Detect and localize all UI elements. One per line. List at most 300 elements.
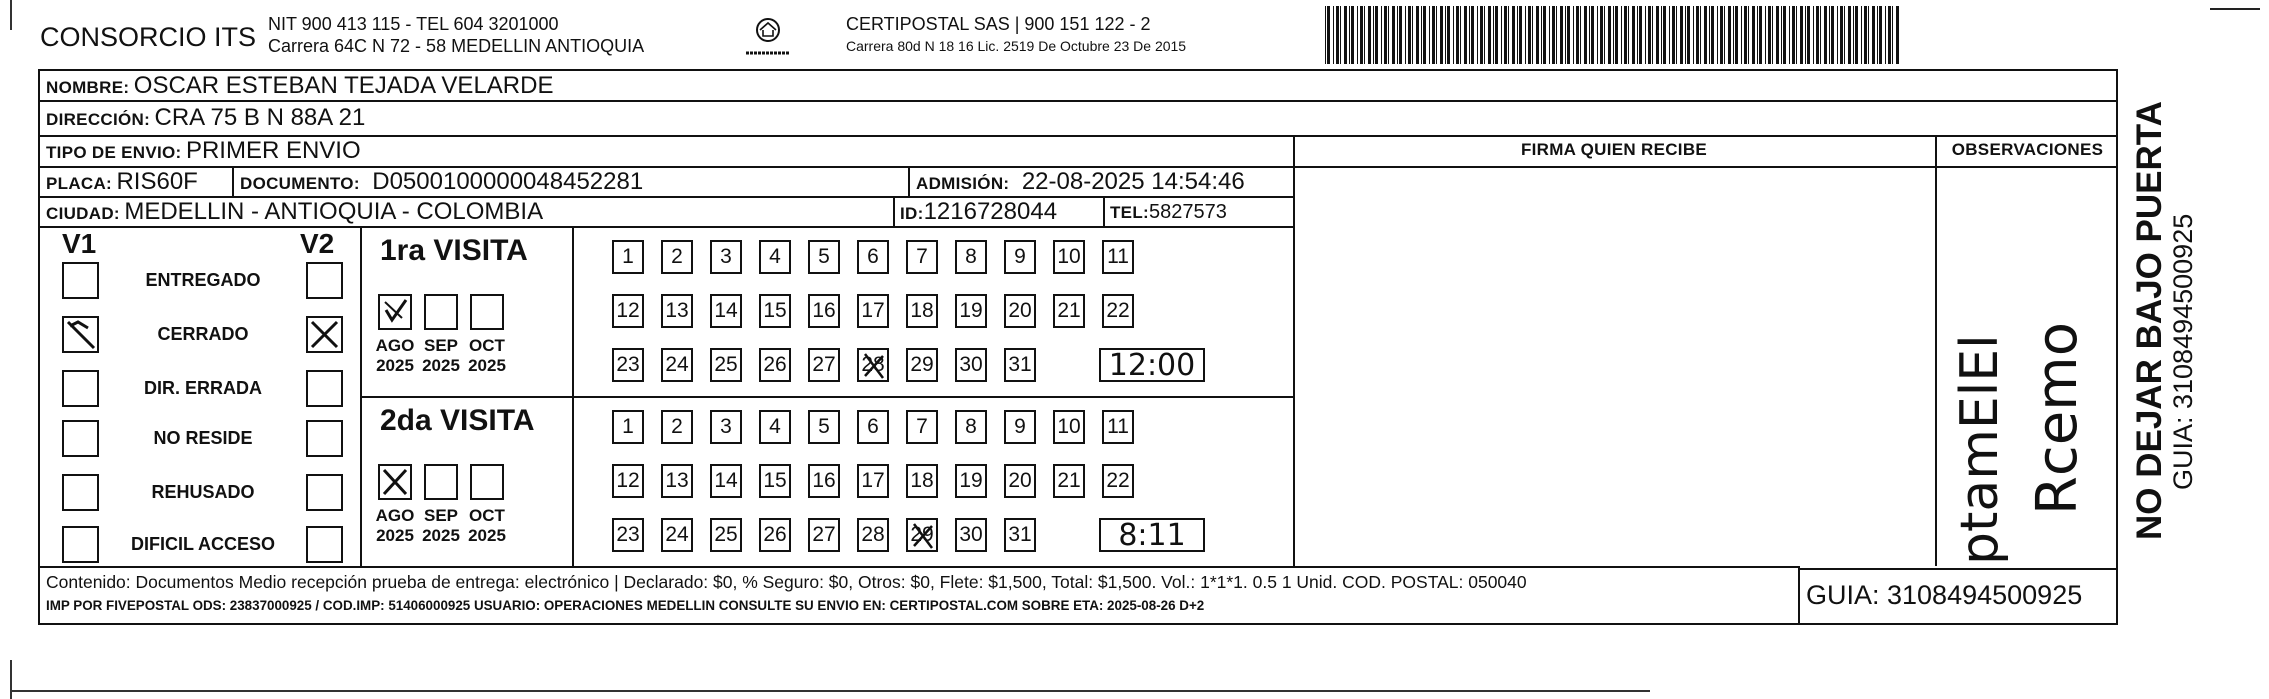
- ciudad-cell: [46, 198, 543, 226]
- barcode-bar: [1456, 6, 1459, 64]
- day-box[interactable]: [710, 464, 742, 498]
- col-line: [1935, 135, 1937, 566]
- month-checkbox[interactable]: [470, 464, 504, 500]
- day-box[interactable]: [710, 518, 742, 552]
- day-box[interactable]: [661, 518, 693, 552]
- day-box[interactable]: [955, 240, 987, 274]
- day-box[interactable]: [1102, 294, 1134, 328]
- day-box[interactable]: [906, 294, 938, 328]
- day-number: 20: [1008, 299, 1032, 322]
- barcode-bar: [1408, 6, 1411, 64]
- barcode-bar: [1405, 6, 1406, 64]
- status-label: NO RESIDE: [153, 428, 253, 448]
- barcode-bar: [1864, 6, 1867, 64]
- status-v2-checkbox[interactable]: [306, 526, 343, 563]
- day-box[interactable]: [808, 240, 840, 274]
- status-v1-checkbox[interactable]: [62, 420, 99, 457]
- barcode-bar: [1648, 6, 1651, 64]
- col-line: [1103, 196, 1105, 226]
- tipo-label: TIPO DE ENVIO:: [46, 143, 182, 162]
- day-box[interactable]: [1102, 410, 1134, 444]
- barcode-bar: [1733, 6, 1734, 64]
- barcode-bar: [1837, 6, 1838, 64]
- ciudad-value: MEDELLIN - ANTIOQUIA - COLOMBIA: [124, 198, 544, 225]
- day-box[interactable]: [808, 294, 840, 328]
- barcode-bar: [1423, 6, 1426, 64]
- day-box[interactable]: [955, 518, 987, 552]
- month-checkbox[interactable]: [378, 464, 412, 500]
- barcode-bar: [1805, 6, 1806, 64]
- barcode-bar: [1384, 6, 1387, 64]
- scan-edge-left: [10, 0, 12, 30]
- day-box[interactable]: [906, 464, 938, 498]
- day-box[interactable]: [759, 410, 791, 444]
- nombre-label: NOMBRE:: [46, 78, 130, 97]
- day-box[interactable]: [1053, 240, 1085, 274]
- month-year: 2025: [422, 526, 460, 545]
- barcode: [1325, 6, 1905, 64]
- barcode-bar: [1765, 6, 1766, 64]
- status-v2-checkbox[interactable]: [306, 420, 343, 457]
- barcode-bar: [1744, 6, 1747, 64]
- barcode-bar: [1445, 6, 1446, 64]
- day-box[interactable]: [661, 240, 693, 274]
- barcode-bar: [1700, 6, 1701, 64]
- day-box[interactable]: [759, 240, 791, 274]
- day-number: 19: [959, 469, 983, 492]
- ciudad-label: CIUDAD:: [46, 204, 120, 223]
- barcode-bar: [1680, 6, 1683, 64]
- barcode-bar: [1877, 6, 1878, 64]
- barcode-bar: [1440, 6, 1443, 64]
- firma-label: FIRMA QUIEN RECIBE: [1520, 140, 1708, 159]
- barcode-bar: [1748, 6, 1749, 64]
- barcode-bar: [1495, 6, 1498, 64]
- barcode-bar: [1484, 6, 1485, 64]
- scan-edge-left-bottom: [10, 660, 12, 699]
- day-number: 30: [959, 523, 983, 546]
- month-label: [416, 336, 466, 376]
- month-checkbox[interactable]: [470, 294, 504, 330]
- barcode-bar: [1752, 6, 1755, 64]
- col-line: [1798, 566, 1800, 625]
- signature-area[interactable]: [1296, 169, 1934, 565]
- month-year: 2025: [376, 526, 414, 545]
- barcode-bar: [1861, 6, 1862, 64]
- barcode-bar: [1325, 6, 1326, 64]
- footer-impresion: IMP POR FIVEPOSTAL ODS: 23837000925 / COD.IMP: 51406000925 USUARIO: OPERACIONES MEDELLIN CONSULTE SU ENVIO EN: CERTIPOSTAL.COM SOBRE ETA: 2025-08-26 D+2: [46, 598, 1205, 613]
- direccion-value: CRA 75 B N 88A 21: [154, 104, 366, 131]
- status-v1-checkbox[interactable]: [62, 526, 99, 563]
- barcode-bar: [1591, 6, 1594, 64]
- day-number: 22: [1106, 299, 1130, 322]
- barcode-bar: [1720, 6, 1723, 64]
- barcode-bar: [1580, 6, 1581, 64]
- barcode-bar: [1517, 6, 1518, 64]
- day-box[interactable]: [808, 410, 840, 444]
- barcode-bar: [1661, 6, 1662, 64]
- day-number: 21: [1057, 469, 1081, 492]
- barcode-bar: [1724, 6, 1725, 64]
- day-number: 31: [1008, 523, 1032, 546]
- status-v2-checkbox[interactable]: [306, 316, 343, 353]
- day-box[interactable]: [759, 464, 791, 498]
- barcode-bar: [1327, 6, 1330, 64]
- barcode-bar: [1560, 6, 1563, 64]
- barcode-bar: [1597, 6, 1598, 64]
- barcode-bar: [1504, 6, 1507, 64]
- barcode-bar: [1528, 6, 1531, 64]
- barcode-bar: [1615, 6, 1618, 64]
- day-number: 28: [861, 523, 885, 546]
- day-number: 23: [616, 523, 640, 546]
- barcode-bar: [1421, 6, 1422, 64]
- status-label: ENTREGADO: [145, 270, 261, 290]
- col-line: [893, 196, 895, 226]
- day-box[interactable]: [759, 348, 791, 382]
- day-number: 11: [1107, 415, 1129, 438]
- barcode-bar: [1453, 6, 1454, 64]
- id-cell: [900, 198, 1057, 226]
- day-box[interactable]: [857, 294, 889, 328]
- day-number: 6: [867, 245, 879, 268]
- barcode-bar: [1541, 6, 1542, 64]
- barcode-bar: [1685, 6, 1686, 64]
- day-box[interactable]: [955, 410, 987, 444]
- day-number: 1: [622, 245, 634, 268]
- observaciones-label: OBSERVACIONES: [1951, 140, 2104, 159]
- day-number: 23: [616, 353, 640, 376]
- barcode-bar: [1879, 6, 1882, 64]
- status-label: DIFICIL ACCESO: [130, 534, 275, 554]
- month-label: [416, 506, 466, 546]
- barcode-bar: [1687, 6, 1690, 64]
- barcode-bar: [1399, 6, 1402, 64]
- day-box[interactable]: [1053, 464, 1085, 498]
- day-number: 16: [812, 469, 836, 492]
- day-number: 11: [1107, 245, 1129, 268]
- month-year: 2025: [468, 356, 506, 375]
- day-box[interactable]: [857, 410, 889, 444]
- day-number: 8: [965, 245, 977, 268]
- month-checkbox[interactable]: [424, 464, 458, 500]
- day-box[interactable]: [612, 294, 644, 328]
- day-box[interactable]: [1102, 240, 1134, 274]
- status-label: DIR. ERRADA: [143, 378, 262, 398]
- barcode-bar: [1525, 6, 1526, 64]
- day-box[interactable]: [808, 518, 840, 552]
- day-number: 18: [910, 469, 934, 492]
- nombre-value: OSCAR ESTEBAN TEJADA VELARDE: [133, 72, 554, 99]
- direccion-label: DIRECCIÓN:: [46, 110, 151, 129]
- day-box[interactable]: [955, 464, 987, 498]
- row-line: [1798, 568, 2118, 570]
- day-box[interactable]: [1004, 294, 1036, 328]
- day-box[interactable]: [612, 518, 644, 552]
- status-v1-checkbox[interactable]: [62, 474, 99, 511]
- day-number: 9: [1014, 415, 1026, 438]
- barcode-bar: [1783, 6, 1786, 64]
- day-number: 12: [616, 469, 640, 492]
- barcode-bar: [1364, 6, 1365, 64]
- day-box[interactable]: [906, 410, 938, 444]
- day-box[interactable]: [955, 348, 987, 382]
- day-box[interactable]: [906, 518, 938, 552]
- day-box[interactable]: [808, 464, 840, 498]
- barcode-bar: [1844, 6, 1845, 64]
- barcode-bar: [1807, 6, 1810, 64]
- month-name: AGO: [375, 506, 415, 525]
- barcode-bar: [1704, 6, 1707, 64]
- observaciones-handwriting-1: ptamElEl: [1950, 334, 2010, 565]
- visit-title: 1ra VISITA: [380, 234, 528, 267]
- documento-cell: [240, 168, 643, 196]
- tipo-value: PRIMER ENVIO: [185, 137, 361, 164]
- barcode-bar: [1416, 6, 1419, 64]
- day-box[interactable]: [759, 294, 791, 328]
- day-number: 13: [665, 469, 689, 492]
- day-box[interactable]: [1004, 464, 1036, 498]
- barcode-bar: [1469, 6, 1470, 64]
- barcode-bar: [1892, 6, 1893, 64]
- barcode-bar: [1888, 6, 1891, 64]
- day-box[interactable]: [1004, 410, 1036, 444]
- barcode-bar: [1820, 6, 1821, 64]
- barcode-bar: [1600, 6, 1603, 64]
- barcode-bar: [1824, 6, 1827, 64]
- carrier-name: CERTIPOSTAL SAS | 900 151 122 - 2: [846, 14, 1151, 34]
- day-box[interactable]: [955, 294, 987, 328]
- month-name: SEP: [423, 336, 459, 355]
- day-number: 22: [1106, 469, 1130, 492]
- month-name: OCT: [469, 506, 505, 525]
- barcode-bar: [1576, 6, 1579, 64]
- day-number: 16: [812, 299, 836, 322]
- day-box[interactable]: [710, 240, 742, 274]
- day-number: 21: [1057, 299, 1081, 322]
- x-mark-icon: [308, 318, 341, 351]
- company-nit: NIT 900 413 115 - TEL 604 3201000: [268, 14, 559, 34]
- barcode-bar: [1645, 6, 1646, 64]
- v1-label: V1: [62, 228, 97, 259]
- day-box[interactable]: [906, 240, 938, 274]
- day-box[interactable]: [1053, 294, 1085, 328]
- day-box[interactable]: [906, 348, 938, 382]
- month-label: [462, 506, 512, 546]
- barcode-bar: [1632, 6, 1635, 64]
- day-box[interactable]: [857, 464, 889, 498]
- day-number: 3: [720, 245, 732, 268]
- status-v2-checkbox[interactable]: [306, 370, 343, 407]
- barcode-bar: [1340, 6, 1341, 64]
- barcode-bar: [1392, 6, 1395, 64]
- barcode-bar: [1565, 6, 1566, 64]
- day-box[interactable]: [612, 348, 644, 382]
- barcode-bar: [1508, 6, 1509, 64]
- visit-time-box[interactable]: [1099, 518, 1205, 552]
- barcode-bar: [1480, 6, 1483, 64]
- barcode-bar: [1519, 6, 1522, 64]
- barcode-bar: [1573, 6, 1574, 64]
- barcode-bar: [1360, 6, 1363, 64]
- day-box[interactable]: [612, 240, 644, 274]
- status-v1-checkbox[interactable]: [62, 370, 99, 407]
- day-box[interactable]: [1004, 348, 1036, 382]
- barcode-bar: [1757, 6, 1758, 64]
- barcode-bar: [1728, 6, 1731, 64]
- day-number: 12: [616, 299, 640, 322]
- id-label: ID:: [900, 204, 924, 223]
- day-box[interactable]: [710, 410, 742, 444]
- day-number: 26: [763, 523, 787, 546]
- barcode-bar: [1493, 6, 1494, 64]
- barcode-bar: [1676, 6, 1677, 64]
- row-line: [1293, 166, 2118, 168]
- day-number: 14: [714, 299, 738, 322]
- placa-cell: [46, 168, 198, 196]
- placa-label: PLACA:: [46, 174, 113, 193]
- status-v1-checkbox[interactable]: [62, 262, 99, 299]
- col-line: [232, 166, 234, 196]
- barcode-bar: [1552, 6, 1555, 64]
- month-year: 2025: [376, 356, 414, 375]
- day-number: 19: [959, 299, 983, 322]
- month-checkbox[interactable]: [424, 294, 458, 330]
- row-line: [38, 566, 1798, 568]
- barcode-bar: [1447, 6, 1450, 64]
- barcode-bar: [1549, 6, 1550, 64]
- barcode-bar: [1397, 6, 1398, 64]
- barcode-bar: [1816, 6, 1819, 64]
- barcode-bar: [1800, 6, 1803, 64]
- visit-time-box[interactable]: [1099, 348, 1205, 382]
- barcode-bar: [1735, 6, 1738, 64]
- barcode-bar: [1608, 6, 1611, 64]
- status-v2-checkbox[interactable]: [306, 474, 343, 511]
- barcode-bar: [1768, 6, 1771, 64]
- barcode-bar: [1776, 6, 1779, 64]
- barcode-bar: [1621, 6, 1622, 64]
- footer-contenido: Contenido: Documentos Medio recepción prueba de entrega: electrónico | Declarado: $0, % Seguro: $0, Otros: $0, Flete: $1,500, Total: $1,500. Vol.: 1*1*1. 0.5 1 Unid. COD. POSTAL: 050040: [46, 572, 1527, 592]
- day-box[interactable]: [661, 348, 693, 382]
- barcode-bar: [1584, 6, 1587, 64]
- tel-value: 5827573: [1148, 201, 1227, 223]
- barcode-bar: [1501, 6, 1502, 64]
- day-number: 17: [861, 469, 885, 492]
- documento-value: D0500100000048452281: [372, 168, 644, 195]
- side-mark: [2210, 8, 2260, 10]
- check-mark-icon: [380, 296, 410, 328]
- day-number: 10: [1057, 415, 1081, 438]
- barcode-bar: [1628, 6, 1629, 64]
- day-box[interactable]: [857, 518, 889, 552]
- day-box[interactable]: [661, 464, 693, 498]
- barcode-bar: [1471, 6, 1474, 64]
- day-box[interactable]: [1102, 464, 1134, 498]
- barcode-bar: [1696, 6, 1699, 64]
- carrier-license: Carrera 80d N 18 16 Lic. 2519 De Octubre 23 De 2015: [846, 38, 1187, 54]
- barcode-bar: [1488, 6, 1491, 64]
- barcode-bar: [1792, 6, 1795, 64]
- day-box[interactable]: [661, 410, 693, 444]
- barcode-bar: [1368, 6, 1371, 64]
- barcode-bar: [1853, 6, 1854, 64]
- day-box[interactable]: [857, 240, 889, 274]
- barcode-bar: [1567, 6, 1570, 64]
- barcode-bar: [1333, 6, 1334, 64]
- day-box[interactable]: [759, 518, 791, 552]
- barcode-bar: [1741, 6, 1742, 64]
- day-number: 8: [965, 415, 977, 438]
- barcode-bar: [1848, 6, 1851, 64]
- col-line: [1293, 135, 1295, 566]
- day-box[interactable]: [1053, 410, 1085, 444]
- company-address: Carrera 64C N 72 - 58 MEDELLIN ANTIOQUIA: [268, 36, 645, 56]
- day-number: 25: [714, 353, 738, 376]
- barcode-bar: [1813, 6, 1814, 64]
- barcode-bar: [1357, 6, 1358, 64]
- day-box[interactable]: [1004, 240, 1036, 274]
- month-checkbox[interactable]: [378, 294, 412, 330]
- day-box[interactable]: [857, 348, 889, 382]
- barcode-bar: [1652, 6, 1653, 64]
- day-box[interactable]: [612, 464, 644, 498]
- col-line: [908, 166, 910, 196]
- month-name: OCT: [469, 336, 505, 355]
- day-number: 24: [665, 523, 689, 546]
- barcode-bar: [1885, 6, 1886, 64]
- documento-label: DOCUMENTO:: [240, 174, 360, 193]
- day-box[interactable]: [1004, 518, 1036, 552]
- observaciones-handwriting-2: Rcemo: [2025, 322, 2090, 515]
- barcode-bar: [1512, 6, 1515, 64]
- day-box[interactable]: [808, 348, 840, 382]
- day-number: 26: [763, 353, 787, 376]
- day-box[interactable]: [612, 410, 644, 444]
- barcode-bar: [1637, 6, 1638, 64]
- day-box[interactable]: [661, 294, 693, 328]
- month-year: 2025: [468, 526, 506, 545]
- day-number: 1: [622, 415, 634, 438]
- day-box[interactable]: [710, 294, 742, 328]
- day-number: 15: [763, 299, 787, 322]
- day-number: 14: [714, 469, 738, 492]
- barcode-bar: [1872, 6, 1875, 64]
- visit-title: 2da VISITA: [380, 404, 535, 437]
- month-label: [370, 336, 420, 376]
- barcode-bar: [1796, 6, 1797, 64]
- day-number: 30: [959, 353, 983, 376]
- status-v2-checkbox[interactable]: [306, 262, 343, 299]
- day-number: 5: [818, 415, 830, 438]
- day-number: 31: [1008, 353, 1032, 376]
- tipo-row: [46, 137, 361, 165]
- month-name: AGO: [375, 336, 415, 355]
- status-label: REHUSADO: [151, 482, 255, 502]
- day-number: 24: [665, 353, 689, 376]
- month-label: [370, 506, 420, 546]
- barcode-bar: [1344, 6, 1347, 64]
- barcode-bar: [1613, 6, 1614, 64]
- day-box[interactable]: [710, 348, 742, 382]
- barcode-bar: [1717, 6, 1718, 64]
- admision-cell: [916, 168, 1245, 196]
- status-v1-checkbox[interactable]: [62, 316, 99, 353]
- id-value: 1216728044: [923, 198, 1058, 225]
- row-line: [360, 396, 1293, 398]
- row-line: [38, 226, 1293, 228]
- day-number: 17: [861, 299, 885, 322]
